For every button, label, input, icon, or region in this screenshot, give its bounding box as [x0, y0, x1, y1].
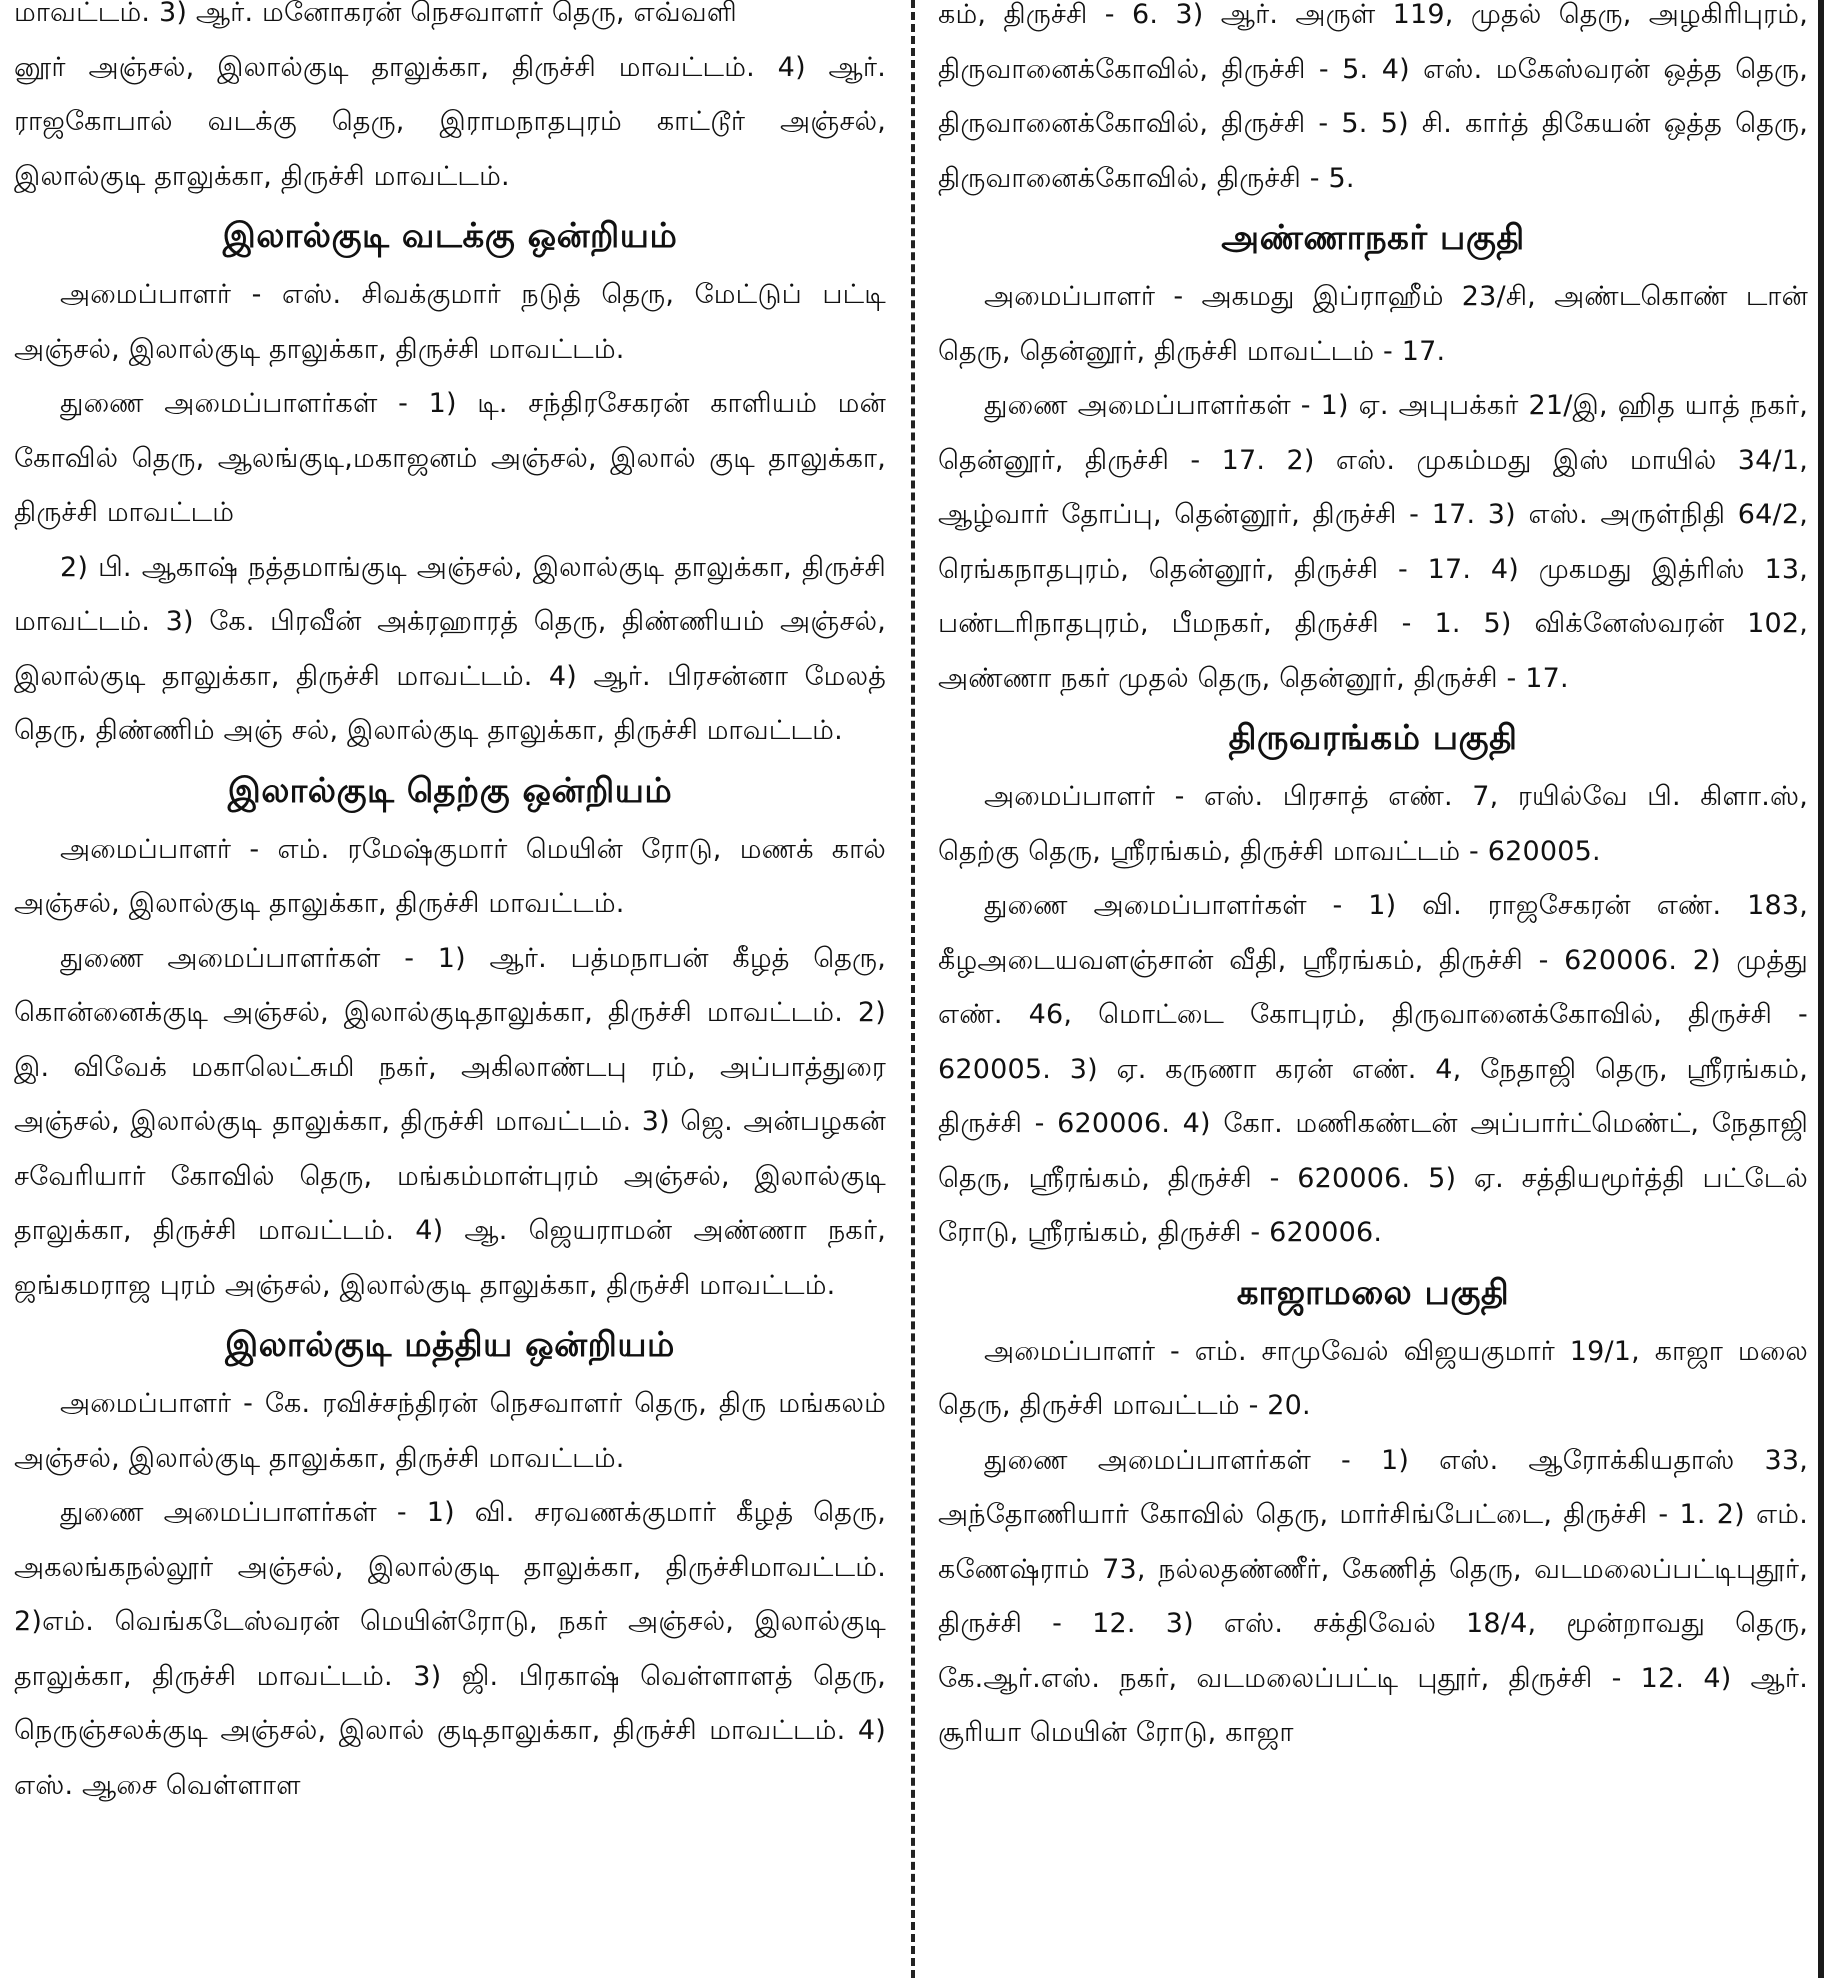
- section-heading-thiruvarangam: திருவரங்கம் பகுதி: [1228, 718, 1518, 758]
- page-edge-border: [1818, 0, 1824, 1978]
- left-column: [14, 0, 886, 1978]
- paragraph: அமைப்பாளர் - எம். சாமுவேல் விஜயகுமார் 19/1, காஜா மலை தெரு, திருச்சி மாவட்டம் - 20.: [938, 1335, 1808, 1421]
- paragraph: துணை அமைப்பாளர்கள் - 1) எஸ். ஆரோக்கியதாஸ் 33, அந்தோணியார் கோவில் தெரு, மார்சிங்பேட்டை, திருச்சி - 1. 2) எம். கணேஷ்ராம் 73, நல்லதண்ணீர், கேணித் தெரு, வடமலைப்பட்டிபுதூர், திருச்சி - 12. 3) எஸ். சக்திவேல் 18/4, மூன்றாவது தெரு, கே.ஆர்.எஸ். நகர், வடமலைப்பட்டி புதூர், திருச்சி - 12. 4) ஆர். சூரியா மெயின் ரோடு, காஜா: [938, 1444, 1808, 1748]
- section-heading-annanagar: அண்ணாநகர் பகுதி: [1221, 218, 1525, 258]
- paragraph: அமைப்பாளர் - எம். ரமேஷ்குமார் மெயின் ரோடு, மணக் கால் அஞ்சல், இலால்குடி தாலுக்கா, திருச்சி மாவட்டம்.: [14, 833, 886, 919]
- section-heading-lalgudi-south: இலால்குடி தெற்கு ஒன்றியம்: [227, 770, 673, 811]
- paragraph: மாவட்டம். 3) ஆர். மனோகரன் நெசவாளர் தெரு, எவ்வளி: [14, 0, 737, 28]
- paragraph: னூர் அஞ்சல், இலால்குடி தாலுக்கா, திருச்சி மாவட்டம். 4) ஆர். ராஜகோபால் வடக்கு தெரு, இராமநாதபுரம் காட்டூர் அஞ்சல், இலால்குடி தாலுக்கா, திருச்சி மாவட்டம்.: [14, 51, 886, 192]
- paragraph: துணை அமைப்பாளர்கள் - 1) ஆர். பத்மநாபன் கீழத் தெரு, கொன்னைக்குடி அஞ்சல், இலால்குடிதாலுக்கா, திருச்சி மாவட்டம். 2) இ. விவேக் மகாலெட்சுமி நகர், அகிலாண்டபு ரம், அப்பாத்துரை அஞ்சல், இலால்குடி தாலுக்கா, திருச்சி மாவட்டம். 3) ஜெ. அன்பழகன் சவேரியார் கோவில் தெரு, மங்கம்மாள்புரம் அஞ்சல், இலால்குடி தாலுக்கா, திருச்சி மாவட்டம். 4) ஆ. ஜெயராமன் அண்ணா நகர், ஜங்கமராஜ புரம் அஞ்சல், இலால்குடி தாலுக்கா, திருச்சி மாவட்டம்.: [14, 942, 886, 1301]
- paragraph: அமைப்பாளர் - கே. ரவிச்சந்திரன் நெசவாளர் தெரு, திரு மங்கலம் அஞ்சல், இலால்குடி தாலுக்கா, திருச்சி மாவட்டம்.: [14, 1388, 886, 1474]
- paragraph: கம், திருச்சி - 6. 3) ஆர். அருள் 119, முதல் தெரு, அழகிரிபுரம், திருவானைக்கோவில், திருச்சி - 5. 4) எஸ். மகேஸ்வரன் ஒத்த தெரு, திருவானைக்கோவில், திருச்சி - 5. 5) சி. கார்த் திகேயன் ஒத்த தெரு, திருவானைக்கோவில், திருச்சி - 5.: [938, 0, 1808, 194]
- paragraph: துணை அமைப்பாளர்கள் - 1) ஏ. அபுபக்கர் 21/இ, ஹித யாத் நகர், தென்னூர், திருச்சி - 17. 2) எஸ். முகம்மது இஸ் மாயில் 34/1, ஆழ்வார் தோப்பு, தென்னூர், திருச்சி - 17. 3) எஸ். அருள்நிதி 64/2, ரெங்கநாதபுரம், தென்னூர், திருச்சி - 17. 4) முகமது இத்ரிஸ் 13, பண்டரிநாதபுரம், பீமநகர், திருச்சி - 1. 5) விக்னேஸ்வரன் 102, அண்ணா நகர் முதல் தெரு, தென்னூர், திருச்சி - 17.: [938, 390, 1808, 694]
- right-column-continued-text: [938, 0, 1808, 206]
- paragraph: துணை அமைப்பாளர்கள் - 1) வி. சரவணக்குமார் கீழத் தெரு, அகலங்கநல்லூர் அஞ்சல், இலால்குடி தாலுக்கா, திருச்சிமாவட்டம். 2)எம். வெங்கடேஸ்வரன் மெயின்ரோடு, நகர் அஞ்சல், இலால்குடி தாலுக்கா, திருச்சி மாவட்டம். 3) ஜி. பிரகாஷ் வெள்ளாளத் தெரு, நெருஞ்சலக்குடி அஞ்சல், இலால் குடிதாலுக்கா, திருச்சி மாவட்டம். 4) எஸ். ஆசை வெள்ளாள: [14, 1497, 886, 1801]
- section-heading-lalgudi-north: இலால்குடி வடக்கு ஒன்றியம்: [222, 216, 678, 256]
- section-heading-kajamalai: காஜாமலை பகுதி: [1236, 1272, 1510, 1313]
- paragraph: அமைப்பாளர் - அகமது இப்ராஹீம் 23/சி, அண்டகொண் டான் தெரு, தென்னூர், திருச்சி மாவட்டம் - 17.: [938, 281, 1808, 367]
- right-column: [938, 0, 1808, 1978]
- column-divider: [911, 0, 915, 1978]
- paragraph: துணை அமைப்பாளர்கள் - 1) டி. சந்திரசேகரன் காளியம் மன் கோவில் தெரு, ஆலங்குடி,மகாஜனம் அஞ்சல், இலால் குடி தாலுக்கா, திருச்சி மாவட்டம்: [14, 388, 886, 528]
- paragraph: துணை அமைப்பாளர்கள் - 1) வி. ராஜசேகரன் எண். 183, கீழஅடையவளஞ்சான் வீதி, ஸ்ரீரங்கம், திருச்சி - 620006. 2) முத்து எண். 46, மொட்டை கோபுரம், திருவானைக்கோவில், திருச்சி - 620005. 3) ஏ. கருணா கரன் எண். 4, நேதாஜி தெரு, ஸ்ரீரங்கம், திருச்சி - 620006. 4) கோ. மணிகண்டன் அப்பார்ட்மெண்ட், நேதாஜி தெரு, ஸ்ரீரங்கம், திருச்சி - 620006. 5) ஏ. சத்தியமூர்த்தி பட்டேல் ரோடு, ஸ்ரீரங்கம், திருச்சி - 620006.: [938, 890, 1808, 1248]
- paragraph: அமைப்பாளர் - எஸ். பிரசாத் எண். 7, ரயில்வே பி. கிளா.ஸ், தெற்கு தெரு, ஸ்ரீரங்கம், திருச்சி மாவட்டம் - 620005.: [938, 781, 1808, 867]
- left-column-continued-text: [14, 0, 886, 204]
- section-heading-lalgudi-central: இலால்குடி மத்திய ஒன்றியம்: [225, 1325, 675, 1365]
- paragraph: அமைப்பாளர் - எஸ். சிவக்குமார் நடுத் தெரு, மேட்டுப் பட்டி அஞ்சல், இலால்குடி தாலுக்கா, திருச்சி மாவட்டம்.: [14, 279, 886, 365]
- paragraph: 2) பி. ஆகாஷ் நத்தமாங்குடி அஞ்சல், இலால்குடி தாலுக்கா, திருச்சி மாவட்டம். 3) கே. பிரவீன் அக்ரஹாரத் தெரு, திண்ணியம் அஞ்சல், இலால்குடி தாலுக்கா, திருச்சி மாவட்டம். 4) ஆர். பிரசன்னா மேலத் தெரு, திண்ணிம் அஞ் சல், இலால்குடி தாலுக்கா, திருச்சி மாவட்டம்.: [14, 551, 886, 746]
